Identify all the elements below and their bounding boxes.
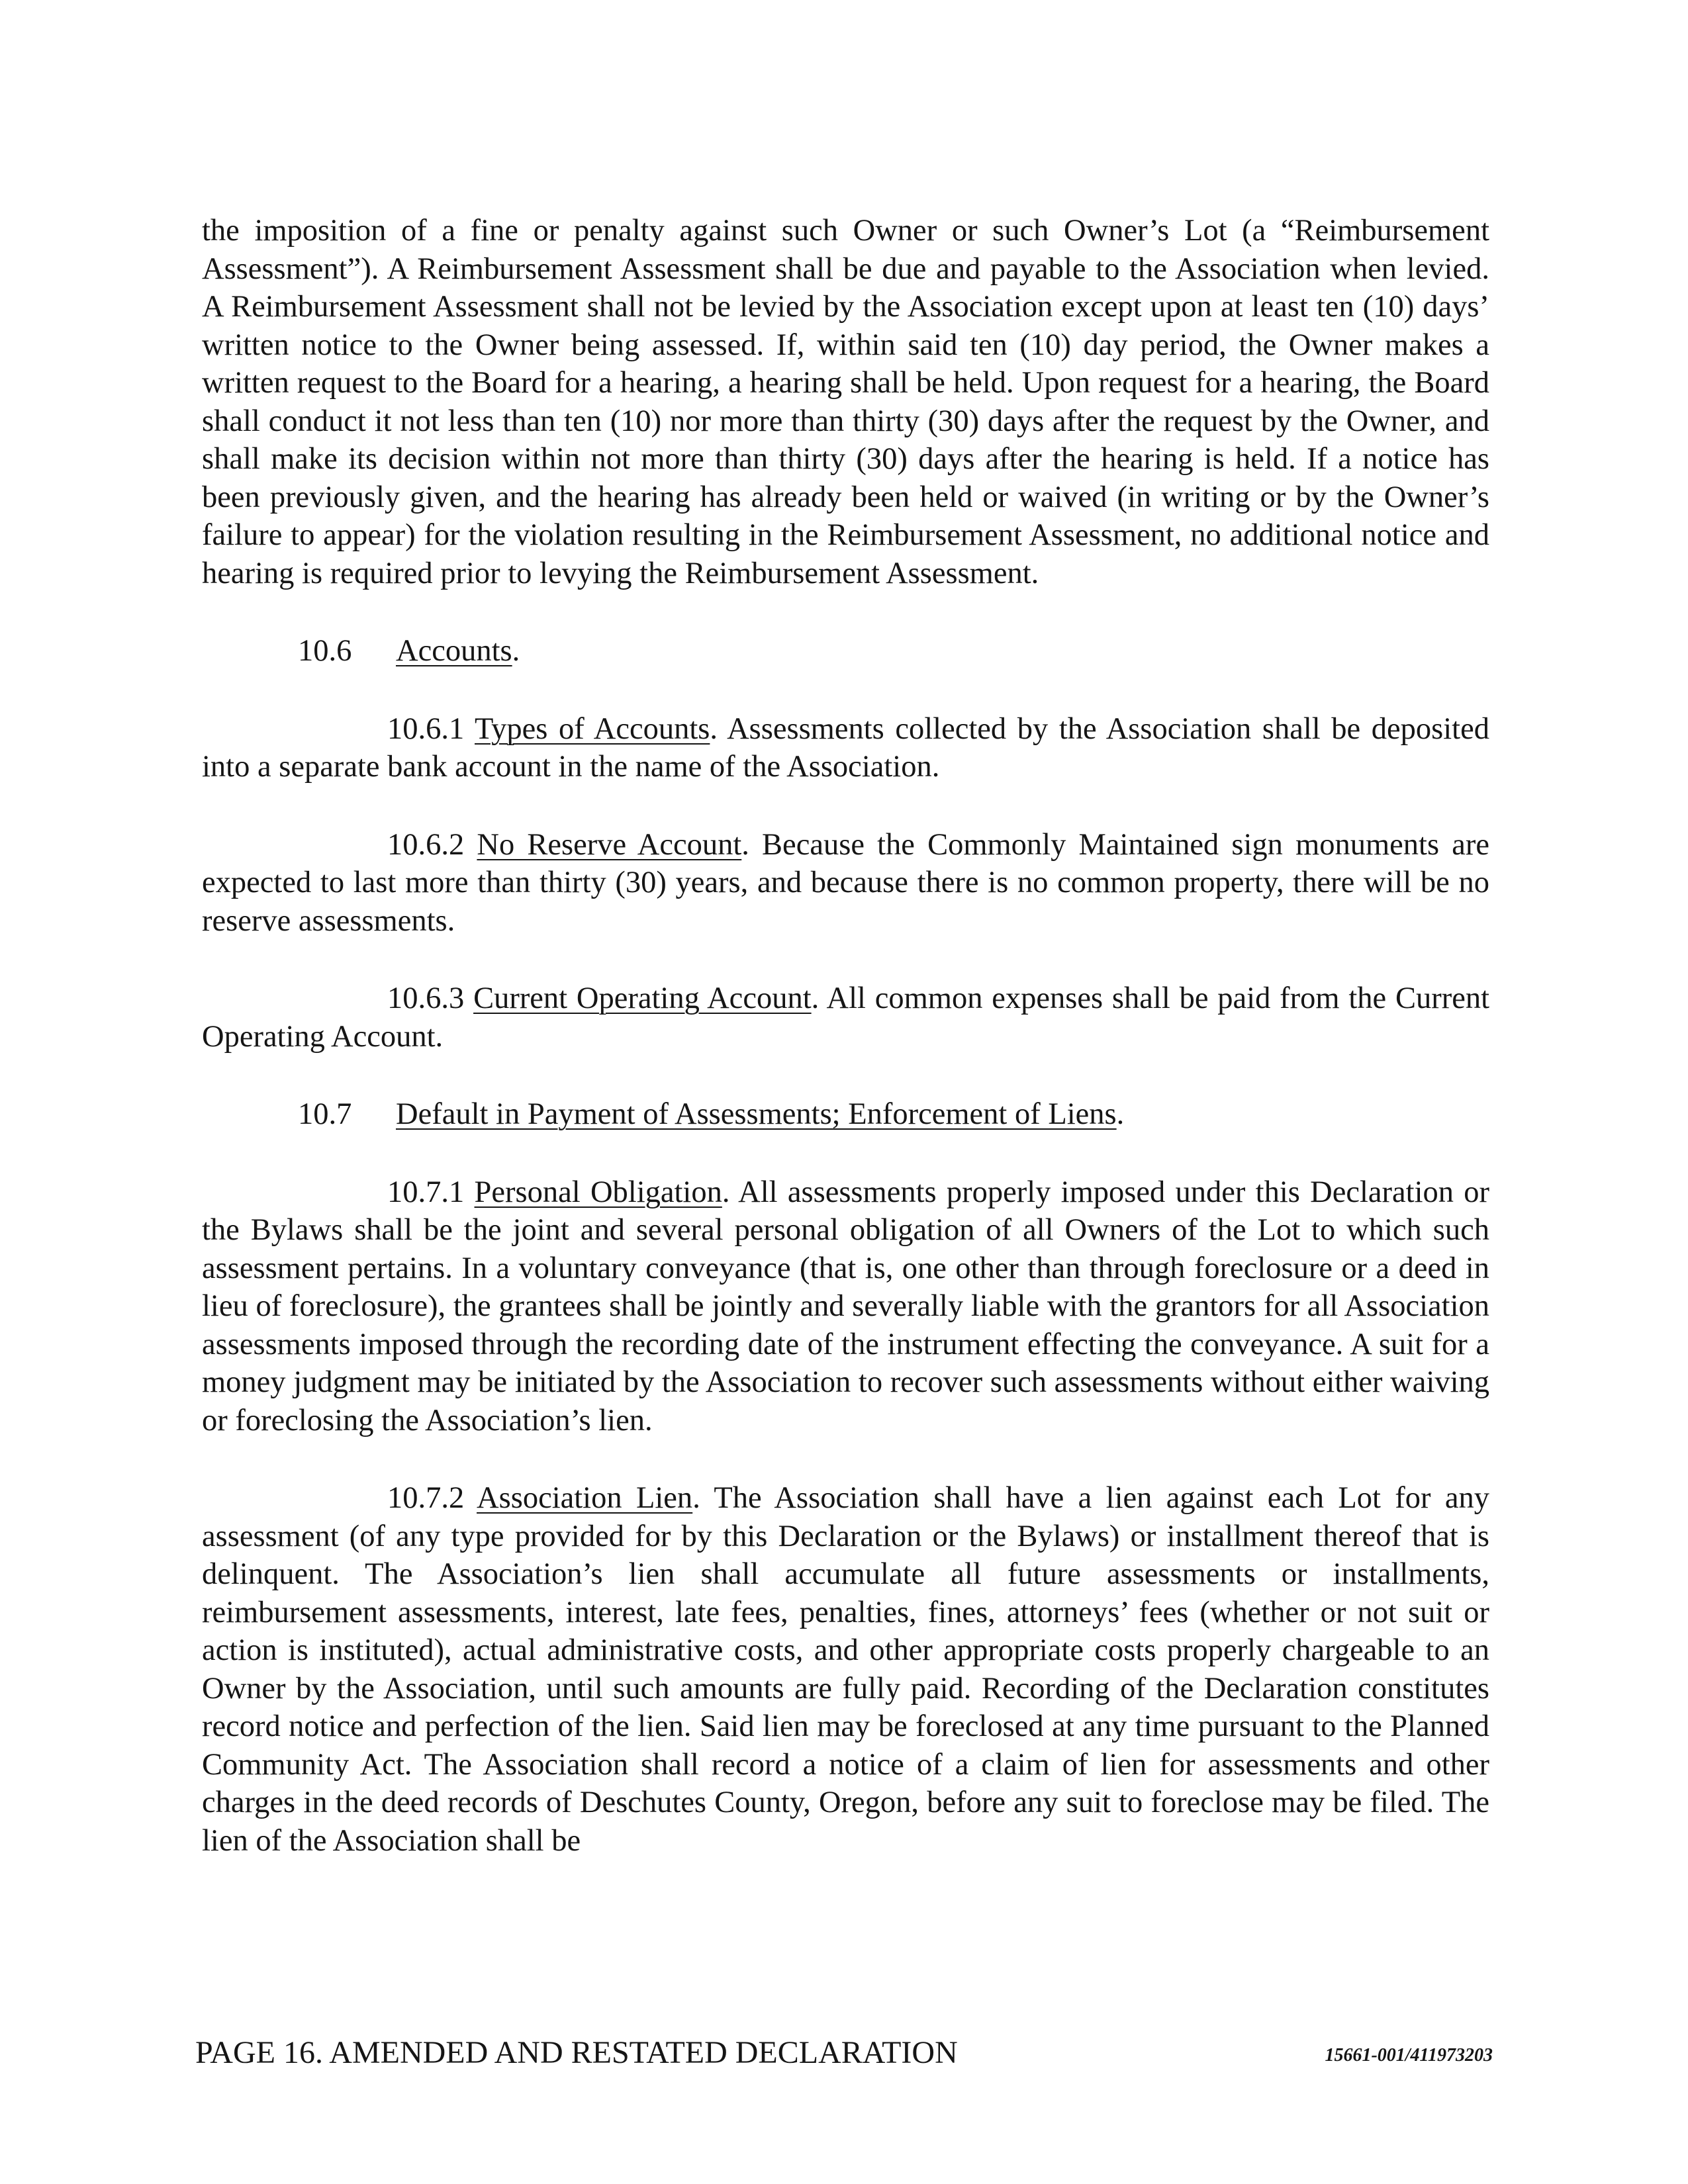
section-10-6-2 <box>202 826 1489 940</box>
section-10-7-1 <box>202 1173 1489 1440</box>
footer-document-id: 15661-001/411973203 <box>1325 2045 1493 2066</box>
section-title: Current Operating Account <box>473 981 812 1015</box>
section-number: 10.6 <box>298 634 352 668</box>
section-text: . Because the Commonly Maintained sign monuments are expected to last more than thirty (30) years, and because there is no common property, there will be no reserve assessments. <box>202 827 1489 938</box>
section-number: 10.7.1 <box>387 1175 465 1209</box>
section-text: . All common expenses shall be paid from the Current Operating Account. <box>202 981 1490 1054</box>
section-number: 10.6.1 <box>387 711 465 746</box>
footer-page-title: PAGE 16. AMENDED AND RESTATED DECLARATION <box>195 2035 958 2070</box>
section-title: Types of Accounts <box>475 711 710 746</box>
section-10-6-1 <box>202 710 1489 786</box>
section-number: 10.7 <box>298 1097 352 1131</box>
section-title: Personal Obligation <box>474 1175 722 1209</box>
section-title: Default in Payment of Assessments; Enforcement of Liens <box>396 1097 1117 1131</box>
section-10-7-heading: 10.7 Default in Payment of Assessments; Enforcement of Liens. <box>202 1095 1489 1134</box>
section-10-6-heading: 10.6 Accounts. <box>202 632 1489 670</box>
section-10-7-2 <box>202 1479 1489 1860</box>
section-number: 10.7.2 <box>387 1481 465 1515</box>
section-text: . Assessments collected by the Association shall be deposited into a separate bank account in the name of the Association. <box>202 711 1489 784</box>
paragraph-reimbursement-assessment: the imposition of a fine or penalty against such Owner or such Owner’s Lot (a “Reimbursement Assessment”). A Reimbursement Assessment shall be due and payable to the Association when levied. A Reimbursement Assessment shall not be levied by the Association except upon at least ten (10) days’ written notice to the Owner being assessed. If, within said ten (10) day period, the Owner makes a written request to the Board for a hearing, a hearing shall be held. Upon request for a hearing, the Board shall conduct it not less than ten (10) nor more than thirty (30) days after the request by the Owner, and shall make its decision within not more than thirty (30) days after the hearing is held. If a notice has been previously given, and the hearing has already been held or waived (in writing or by the Owner’s failure to appear) for the violation resulting in the Reimbursement Assessment, no additional notice and hearing is required prior to levying the Reimbursement Assessment. <box>202 214 1489 590</box>
section-number: 10.6.3 <box>387 981 465 1015</box>
section-10-6-3 <box>202 979 1489 1056</box>
section-title: Association Lien <box>477 1481 693 1515</box>
section-number: 10.6.2 <box>387 827 465 862</box>
document-body <box>202 212 1489 1860</box>
section-title: Accounts <box>396 634 512 668</box>
section-text: . The Association shall have a lien against each Lot for any assessment (of any type provided for by this Declaration or the Bylaws) or installment thereof that is delinquent. The Association’s lien shall accumulate all future assessments or installments, reimbursement assessments, interest, late fees, penalties, fines, attorneys’ fees (whether or not suit or action is instituted), actual administrative costs, and other appropriate costs properly chargeable to an Owner by the Association, until such amounts are fully paid. Recording of the Declaration constitutes record notice and perfection of the lien. Said lien may be foreclosed at any time pursuant to the Planned Community Act. The Association shall record a notice of a claim of lien for assessments and other charges in the deed records of Deschutes County, Oregon, before any suit to foreclose may be filed. The lien of the Association shall be <box>202 1481 1489 1858</box>
page-footer <box>195 2033 1493 2079</box>
section-title: No Reserve Account <box>477 827 742 862</box>
section-text: . All assessments properly imposed under this Declaration or the Bylaws shall be the joint and several personal obligation of all Owners of the Lot to which such assessment pertains. In a voluntary conveyance (that is, one other than through foreclosure or a deed in lieu of foreclosure), the grantees shall be jointly and severally liable with the grantors for all Association assessments imposed through the recording date of the instrument effecting the conveyance. A suit for a money judgment may be initiated by the Association to recover such assessments without either waiving or foreclosing the Association’s lien. <box>202 1175 1489 1437</box>
